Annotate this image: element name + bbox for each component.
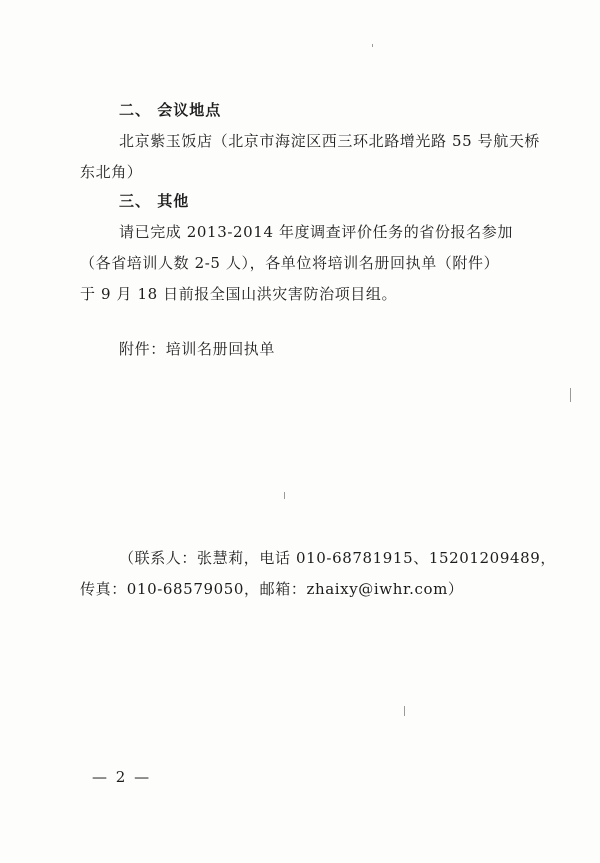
section-3-heading: 三、 其他: [119, 192, 190, 210]
venue-line-1: 北京紫玉饭店（北京市海淀区西三环北路增光路 55 号航天桥: [119, 132, 541, 150]
other-line-3: 于 9 月 18 日前报全国山洪灾害防治项目组。: [80, 285, 398, 303]
page-number: — 2 —: [92, 768, 152, 786]
other-line-1: 请已完成 2013-2014 年度调查评价任务的省份报名参加: [119, 223, 513, 241]
contact-line-1: （联系人：张慧莉，电话 010-68781915、15201209489，: [119, 549, 556, 567]
scan-mark-2: [570, 388, 571, 402]
attachment-line: 附件：培训名册回执单: [119, 340, 276, 358]
other-line-2: （各省培训人数 2-5 人），各单位将培训名册回执单（附件）: [80, 254, 500, 272]
section-2-heading: 二、 会议地点: [119, 101, 222, 119]
venue-line-2: 东北角）: [80, 163, 143, 181]
contact-line-2: 传真：010-68579050，邮箱：zhaixy@iwhr.com）: [80, 580, 464, 598]
scan-mark-3: [404, 706, 405, 716]
scan-mark-1: [284, 492, 285, 499]
scan-mark-4: [372, 44, 373, 47]
